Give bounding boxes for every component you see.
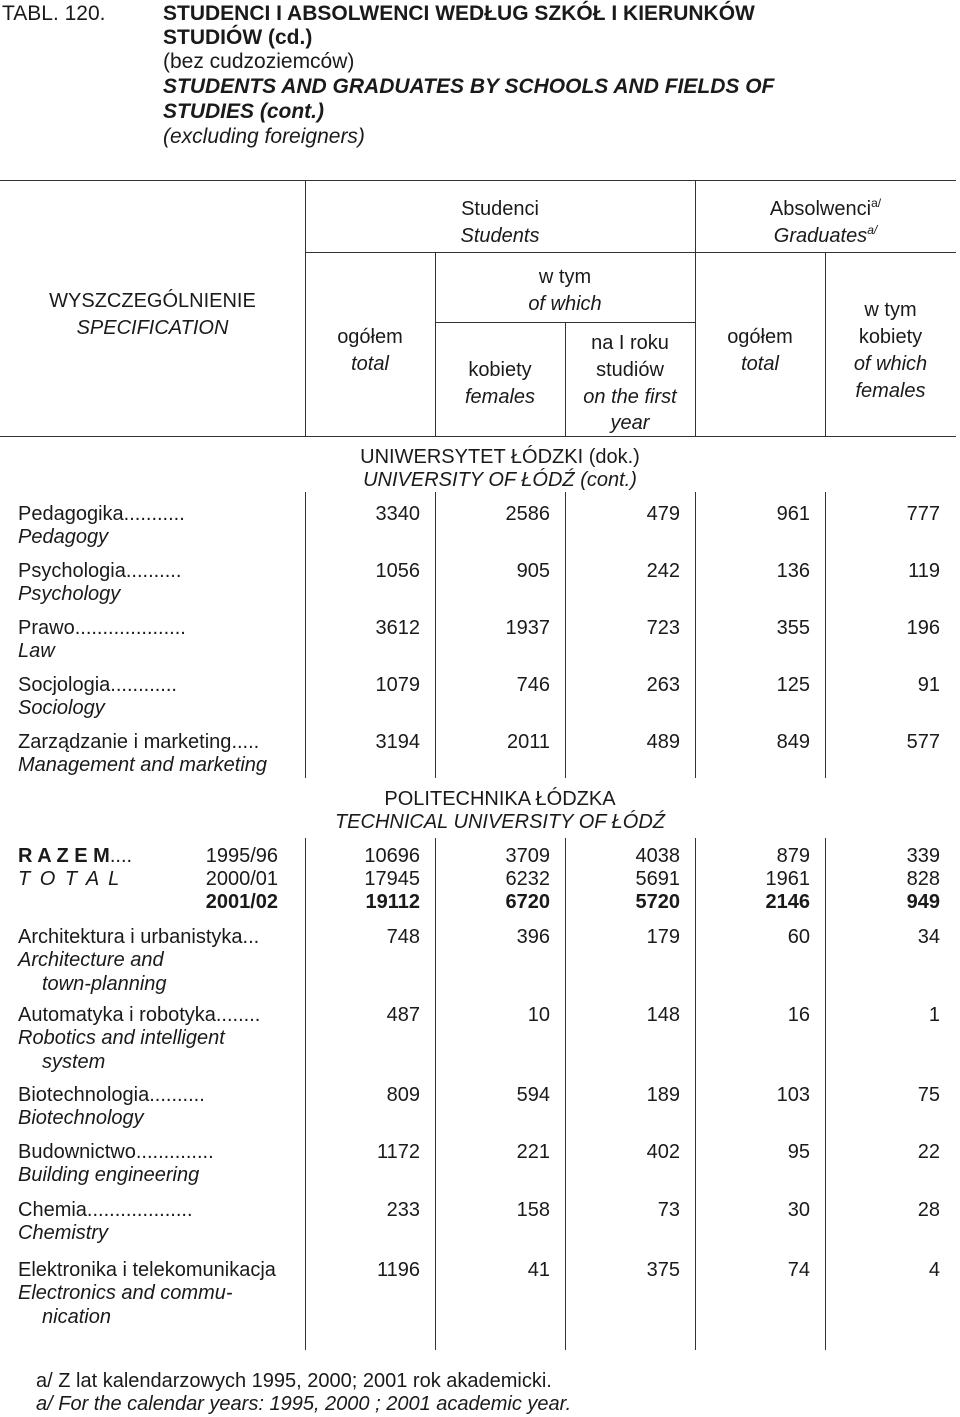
col-total-en: total (351, 353, 389, 375)
table-cell: 961 (776, 503, 810, 525)
table-cell: 4 (928, 1259, 940, 1281)
table-cell: 263 (646, 674, 680, 696)
row-label-pl: Socjologia............ (18, 674, 177, 696)
section-heading-en: TECHNICAL UNIVERSITY OF ŁÓDŹ (334, 811, 666, 833)
col-first-pl1: na I roku (591, 332, 669, 354)
col-females-pl: kobiety (468, 359, 532, 381)
row-label-en: Sociology (18, 697, 105, 719)
table-cell: 479 (646, 503, 680, 525)
table-cell: 74 (787, 1259, 810, 1281)
table-cell: 95 (787, 1141, 810, 1163)
row-label-pl: Zarządzanie i marketing..... (18, 731, 260, 753)
table-cell: 10696 (364, 845, 420, 867)
table-cell: 1196 (376, 1259, 420, 1281)
table-cell: 34 (917, 926, 940, 948)
table-cell: 3612 (375, 617, 420, 639)
row-label-en: Electronics and commu- (18, 1282, 233, 1304)
row-label-en-cont: nication (42, 1306, 111, 1328)
footnote-pl: a/ Z lat kalendarzowych 1995, 2000; 2001 rok akademicki. (36, 1370, 552, 1392)
table-cell: 148 (646, 1004, 680, 1026)
table-cell: 125 (776, 674, 810, 696)
table-cell: 355 (776, 617, 810, 639)
body-divider-3a (565, 492, 566, 778)
table-cell: 189 (646, 1084, 680, 1106)
table-cell: 487 (386, 1004, 420, 1026)
col-gtotal-en: total (741, 353, 779, 375)
table-cell: 2146 (765, 891, 810, 913)
row-label-en: Building engineering (18, 1164, 200, 1186)
col-wtym-en: of which (528, 293, 602, 315)
table-cell: 28 (917, 1199, 940, 1221)
table-cell: 594 (516, 1084, 550, 1106)
table-cell: 103 (776, 1084, 810, 1106)
total-label-en: T O T A L (18, 868, 122, 890)
table-cell: 16 (787, 1004, 810, 1026)
body-divider-4b (695, 838, 696, 1350)
row-label-en: Robotics and intelligent (18, 1027, 225, 1049)
header-mid-rule (305, 252, 956, 253)
table-cell: 4038 (635, 845, 680, 867)
col-gfem-kob-pl: kobiety (858, 326, 923, 348)
table-cell: 1937 (505, 617, 550, 639)
body-divider-2a (435, 492, 436, 778)
table-cell: 41 (527, 1259, 550, 1281)
table-cell: 233 (386, 1199, 420, 1221)
row-label-pl: Chemia................... (18, 1199, 193, 1221)
col-gfem-wtym-en: of which (853, 353, 928, 375)
title-en-note: (excluding foreigners) (163, 125, 365, 148)
graduates-header-en: Graduates$^{a/}$ (773, 223, 878, 247)
table-cell: 22 (917, 1141, 940, 1163)
body-divider-4a (695, 492, 696, 778)
title-pl-note: (bez cudzoziemców) (163, 50, 355, 73)
table-cell: 19112 (365, 891, 420, 913)
row-label-pl: Prawo.................... (18, 617, 186, 639)
table-cell: 119 (908, 560, 940, 582)
body-divider-1b (305, 838, 306, 1350)
table-cell: 1079 (375, 674, 420, 696)
row-label-pl: Psychologia.......... (18, 560, 182, 582)
table-cell: 879 (776, 845, 810, 867)
table-cell: 809 (386, 1084, 420, 1106)
table-cell: 73 (657, 1199, 680, 1221)
section-heading-pl: UNIWERSYTET ŁÓDZKI (dok.) (360, 446, 640, 468)
col-total-pl: ogółem (337, 326, 403, 348)
row-label-en: Psychology (18, 583, 121, 605)
table-cell: 1056 (375, 560, 420, 582)
table-cell: 777 (906, 503, 940, 525)
row-label-pl: Biotechnologia.......... (18, 1084, 205, 1106)
table-cell: 489 (646, 731, 680, 753)
row-label-en: Pedagogy (18, 526, 109, 548)
table-cell: 6232 (505, 868, 550, 890)
table-cell: 136 (776, 560, 810, 582)
col-first-pl2: studiów (596, 359, 664, 381)
table-cell: 748 (386, 926, 420, 948)
table-cell: 30 (787, 1199, 810, 1221)
total-year: 2000/01 (205, 868, 278, 890)
graduates-header-pl: Absolwenci$^{a/}$ (769, 196, 882, 220)
table-cell: 6720 (505, 891, 550, 913)
col-females-en: females (464, 386, 536, 408)
table-cell: 746 (516, 674, 550, 696)
title-en-line2: STUDIES (cont.) (163, 100, 324, 123)
table-cell: 849 (776, 731, 810, 753)
table-cell: 375 (646, 1259, 680, 1281)
header-top-rule (0, 180, 956, 181)
table-cell: 3709 (505, 845, 550, 867)
table-cell: 396 (516, 926, 550, 948)
table-cell: 828 (906, 868, 940, 890)
row-label-en-cont: system (42, 1051, 106, 1073)
row-label-en: Biotechnology (18, 1107, 144, 1129)
row-label-pl: Architektura i urbanistyka... (18, 926, 260, 948)
table-cell: 10 (527, 1004, 550, 1026)
table-cell: 17945 (364, 868, 420, 890)
row-label-en-cont: town-planning (42, 973, 167, 995)
spec-header-pl: WYSZCZEGÓLNIENIE (49, 290, 256, 312)
table-number: TABL. 120. (2, 2, 106, 25)
table-cell: 158 (516, 1199, 550, 1221)
row-label-en: Chemistry (18, 1222, 109, 1244)
section-heading-pl: POLITECHNIKA ŁÓDZKA (384, 788, 616, 810)
body-divider-5a (825, 492, 826, 778)
row-label-en: Architecture and (18, 949, 164, 971)
table-cell: 5720 (635, 891, 680, 913)
title-pl-line1: STUDENCI I ABSOLWENCI WEDŁUG SZKÓŁ I KIERUNKÓW (163, 2, 755, 25)
row-label-pl: Automatyka i robotyka........ (18, 1004, 261, 1026)
students-header-en: Students (460, 225, 540, 247)
title-en-line1: STUDENTS AND GRADUATES BY SCHOOLS AND FIELDS OF (163, 75, 775, 98)
header-bottom-rule (0, 436, 956, 437)
table-cell: 1 (928, 1004, 940, 1026)
table-cell: 949 (906, 891, 940, 913)
table-cell: 3340 (375, 503, 420, 525)
section-heading-en: UNIVERSITY OF ŁÓDŹ (cont.) (363, 469, 637, 491)
total-year: 2001/02 (205, 891, 278, 913)
col-first-en1: on the first (583, 386, 677, 408)
row-label-en: Management and marketing (18, 754, 268, 776)
col-first-en2: year (610, 412, 650, 434)
table-cell: 1172 (376, 1141, 420, 1163)
row-label-pl: Pedagogika........... (18, 503, 185, 525)
table-cell: 75 (917, 1084, 940, 1106)
body-divider-3b (565, 838, 566, 1350)
students-header-pl: Studenci (461, 198, 539, 220)
table-cell: 3194 (375, 731, 420, 753)
col-gfem-wtym-pl: w tym (864, 299, 917, 321)
table-cell: 5691 (635, 868, 680, 890)
table-cell: 402 (646, 1141, 680, 1163)
row-label-pl: Budownictwo.............. (18, 1141, 214, 1163)
table-cell: 179 (646, 926, 680, 948)
table-cell: 905 (516, 560, 550, 582)
table-cell: 1961 (765, 868, 810, 890)
body-divider-2b (435, 838, 436, 1350)
spec-header-en: SPECIFICATION (76, 317, 229, 339)
table-cell: 577 (906, 731, 940, 753)
title-pl-line2: STUDIÓW (cd.) (163, 26, 313, 49)
col-gtotal-pl: ogółem (727, 326, 793, 348)
table-cell: 2586 (505, 503, 550, 525)
total-year: 1995/96 (205, 845, 278, 867)
body-divider-1a (305, 492, 306, 778)
total-label-pl: R A Z E M.... (18, 845, 133, 867)
table-cell: 221 (516, 1141, 550, 1163)
table-cell: 242 (646, 560, 680, 582)
table-cell: 723 (646, 617, 680, 639)
row-label-en: Law (18, 640, 55, 662)
table-cell: 339 (906, 845, 940, 867)
footnote-en: a/ For the calendar years: 1995, 2000 ; 2001 academic year. (36, 1393, 572, 1415)
table-cell: 91 (917, 674, 940, 696)
col-gfem-fem-en: females (855, 380, 926, 402)
table-cell: 60 (787, 926, 810, 948)
table-cell: 196 (906, 617, 940, 639)
col-wtym-pl: w tym (538, 266, 592, 288)
row-label-pl: Elektronika i telekomunikacja (18, 1259, 276, 1281)
table-cell: 2011 (506, 731, 550, 753)
body-divider-5b (825, 838, 826, 1350)
